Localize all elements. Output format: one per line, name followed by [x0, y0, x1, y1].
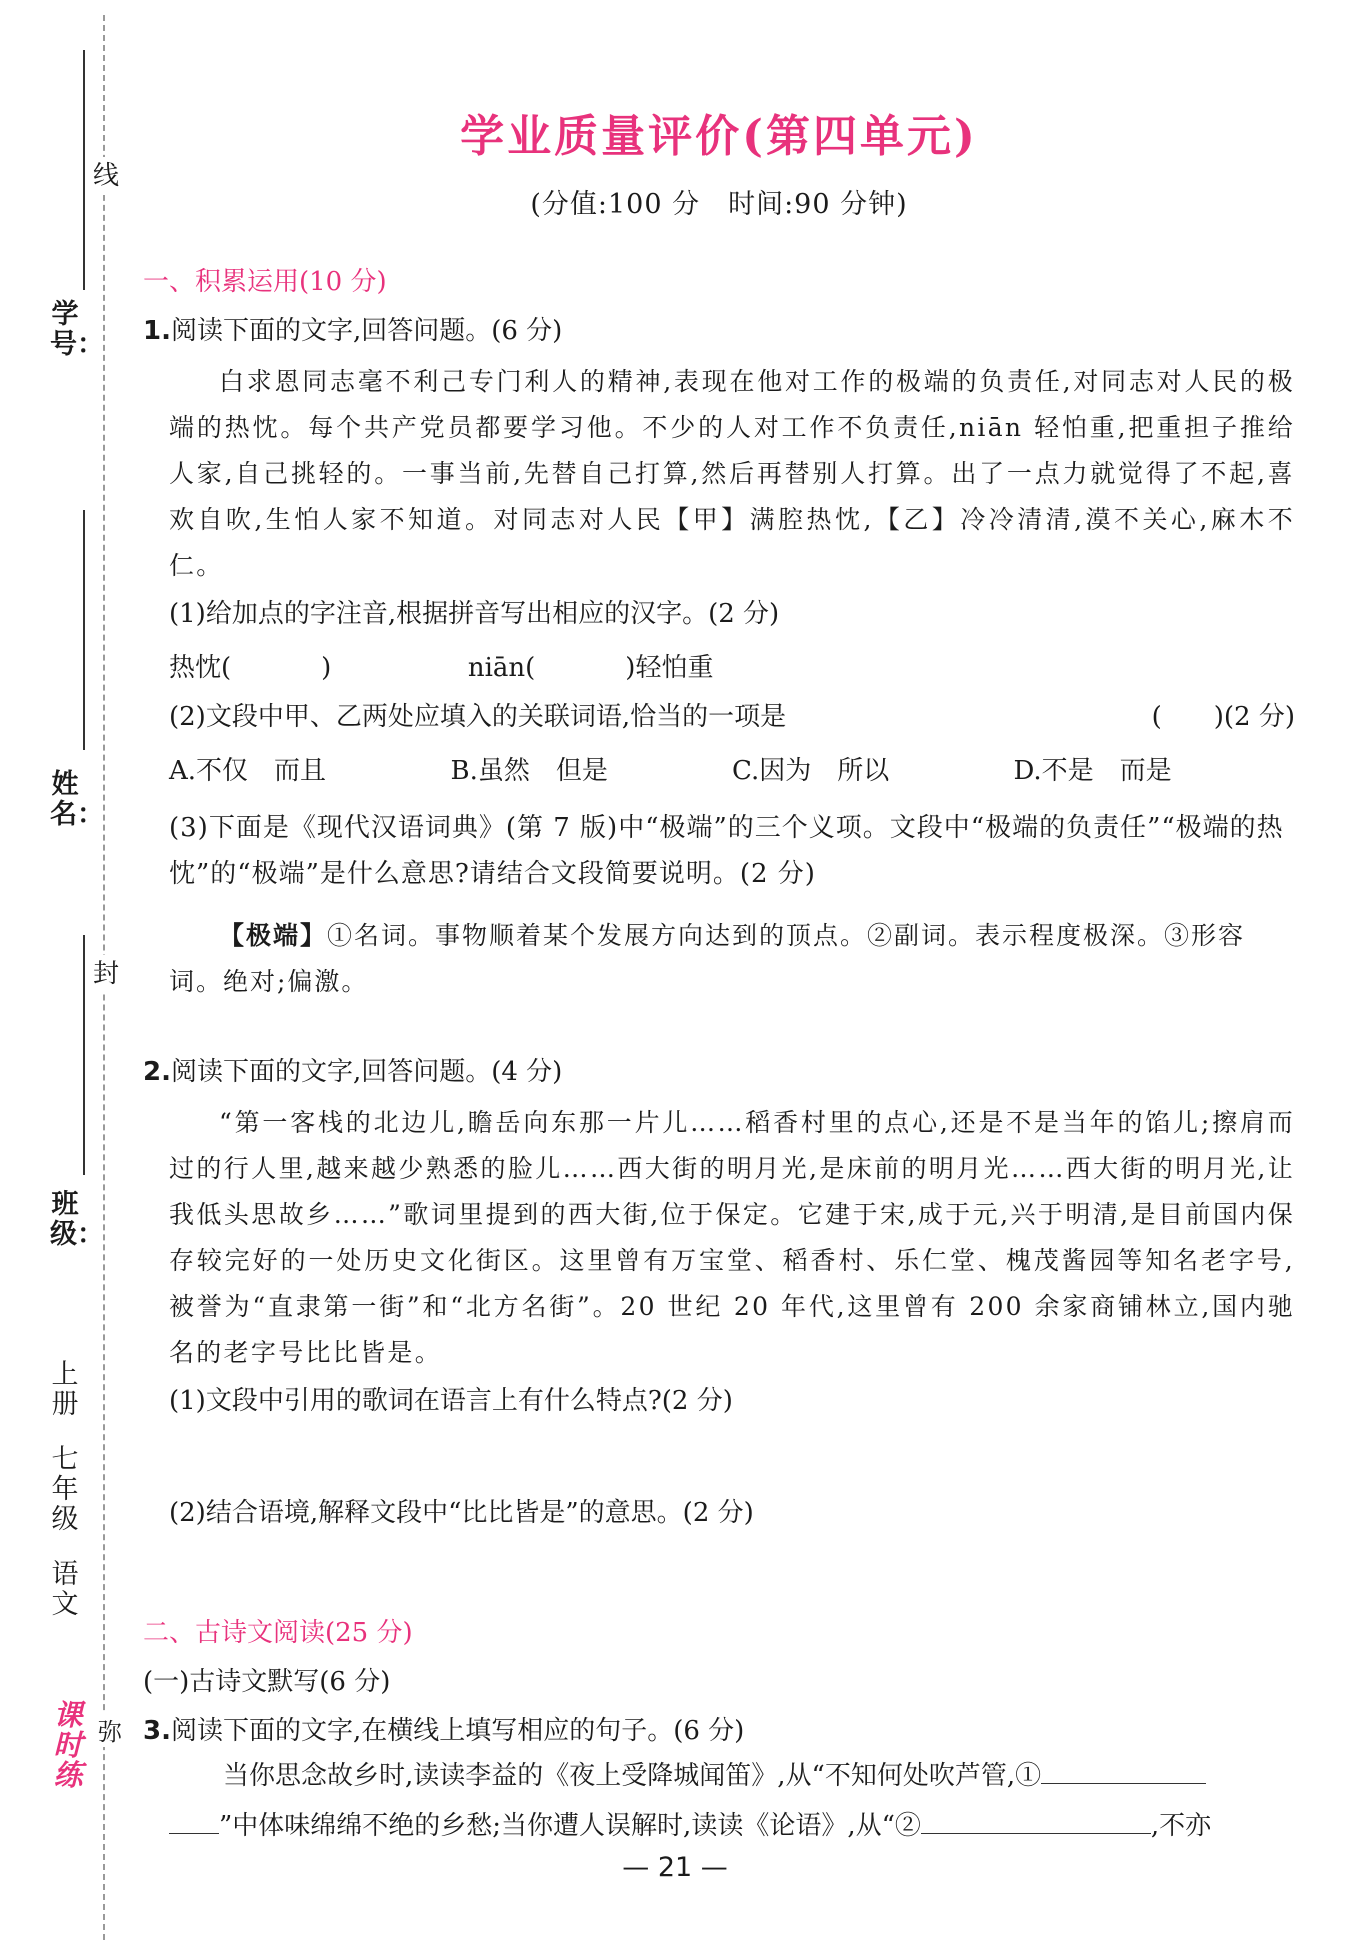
fill-item-a: 热忱( )	[169, 653, 332, 683]
question-1-stem: 1.阅读下面的文字,回答问题。(6 分)	[143, 316, 563, 346]
option-d[interactable]: D.不是 而是	[1013, 756, 1172, 786]
blank-2[interactable]	[921, 1811, 1151, 1834]
blank-1[interactable]	[1041, 1761, 1206, 1784]
section-heading-1: 一、积累运用(10 分)	[143, 267, 387, 297]
question-2-sub-2: (2)结合语境,解释文段中“比比皆是”的意思。(2 分)	[169, 1498, 754, 1528]
book-volume: 上册	[51, 1359, 79, 1420]
page-number: — 21 —	[622, 1852, 728, 1883]
question-3-stem: 3.阅读下面的文字,在横线上填写相应的句子。(6 分)	[143, 1716, 745, 1746]
answer-space-2-2[interactable]	[143, 1546, 1295, 1612]
cut-mark-xian: 线	[93, 157, 119, 195]
option-c[interactable]: C.因为 所以	[732, 756, 890, 786]
question-1-fill-row	[169, 647, 1295, 684]
class-label: 班级：	[50, 1189, 104, 1250]
book-grade: 七年级	[51, 1444, 79, 1535]
question-3-line-1: 当你思念故乡时,读读李益的《夜上受降城闻笛》,从“不知何处吹芦管,①	[223, 1759, 1295, 1793]
answer-space-2-1[interactable]	[143, 1434, 1295, 1496]
cut-mark-mi: 弥	[98, 1712, 122, 1747]
question-1-options	[169, 750, 1295, 787]
question-1-passage: 白求恩同志毫不利己专门利人的精神,表现在他对工作的极端的负责任,对同志对人民的极端的热忱。每个共产党员都要学习他。不少的人对工作不负责任,niān 轻怕重,把重担子推给人家,自己挑轻的。一事当前,先替自己打算,然后再替别人打算。出了一点力就觉得了不起,喜欢自吹,生怕人家不知道。对同志对人民【甲】满腔热忱,【乙】冷冷清清,漠不关心,麻木不仁。	[169, 367, 1295, 580]
section-heading-2: 二、古诗文阅读(25 分)	[143, 1618, 413, 1648]
question-2-passage: “第一客栈的北边儿,瞻岳向东那一片儿……稻香村里的点心,还是不是当年的馅儿;擦肩而过的行人里,越来越少熟悉的脸儿……西大街的明月光,是床前的明月光……西大街的明月光,让我低头思故乡……”歌词里提到的西大街,位于保定。它建于宋,成于元,兴于明清,是目前国内保存较完好的一处历史文化街区。这里曾有万宝堂、稻香村、乐仁堂、槐茂酱园等知名老字号,被誉为“直隶第一街”和“北方名街”。20 世纪 20 年代,这里曾有 200 余家商铺林立,国内驰名的老字号比比皆是。	[169, 1108, 1295, 1367]
book-subject: 语文	[51, 1559, 79, 1620]
page-subtitle: (分值:100 分 时间:90 分钟)	[530, 189, 908, 220]
class-line	[83, 935, 85, 1175]
blank-1-cont[interactable]	[169, 1811, 219, 1834]
worksheet-content	[143, 100, 1295, 1859]
question-3-line-2: ”中体味绵绵不绝的乡愁;当你遭人误解时,读读《论语》,从“② ,不亦	[169, 1809, 1295, 1843]
part-heading: (一)古诗文默写(6 分)	[143, 1667, 391, 1697]
question-1-sub-3: (3)下面是《现代汉语词典》(第 7 版)中“极端”的三个义项。文段中“极端的负责任”“极端的热忱”的“极端”是什么意思?请结合文段简要说明。(2 分)	[169, 813, 1284, 889]
page-title: 学业质量评价(第四单元)	[460, 111, 978, 162]
answer-bracket[interactable]: ( )(2 分)	[1151, 702, 1295, 732]
dictionary-definition: 【极端】①名词。事物顺着某个发展方向达到的顶点。②副词。表示程度极深。③形容词。绝对;偏激。	[169, 921, 1246, 996]
option-b[interactable]: B.虽然 但是	[450, 756, 608, 786]
question-1-sub-1: (1)给加点的字注音,根据拼音写出相应的汉字。(2 分)	[169, 599, 780, 629]
cut-mark-feng: 封	[93, 955, 119, 993]
name-label: 姓名：	[50, 769, 104, 830]
question-1-sub-2: (2)文段中甲、乙两处应填入的关联词语,恰当的一项是 ( )(2 分)	[169, 702, 1295, 732]
option-a[interactable]: A.不仅 而且	[169, 756, 327, 786]
question-2-stem: 2.阅读下面的文字,回答问题。(4 分)	[143, 1057, 563, 1087]
student-id-label: 学号：	[50, 299, 104, 360]
publisher-logo: 课时练	[53, 1698, 83, 1792]
fill-item-b: niān( )轻怕重	[467, 653, 714, 683]
name-line	[83, 510, 85, 750]
question-2-sub-1: (1)文段中引用的歌词在语言上有什么特点?(2 分)	[169, 1386, 733, 1416]
student-id-line	[83, 50, 85, 290]
